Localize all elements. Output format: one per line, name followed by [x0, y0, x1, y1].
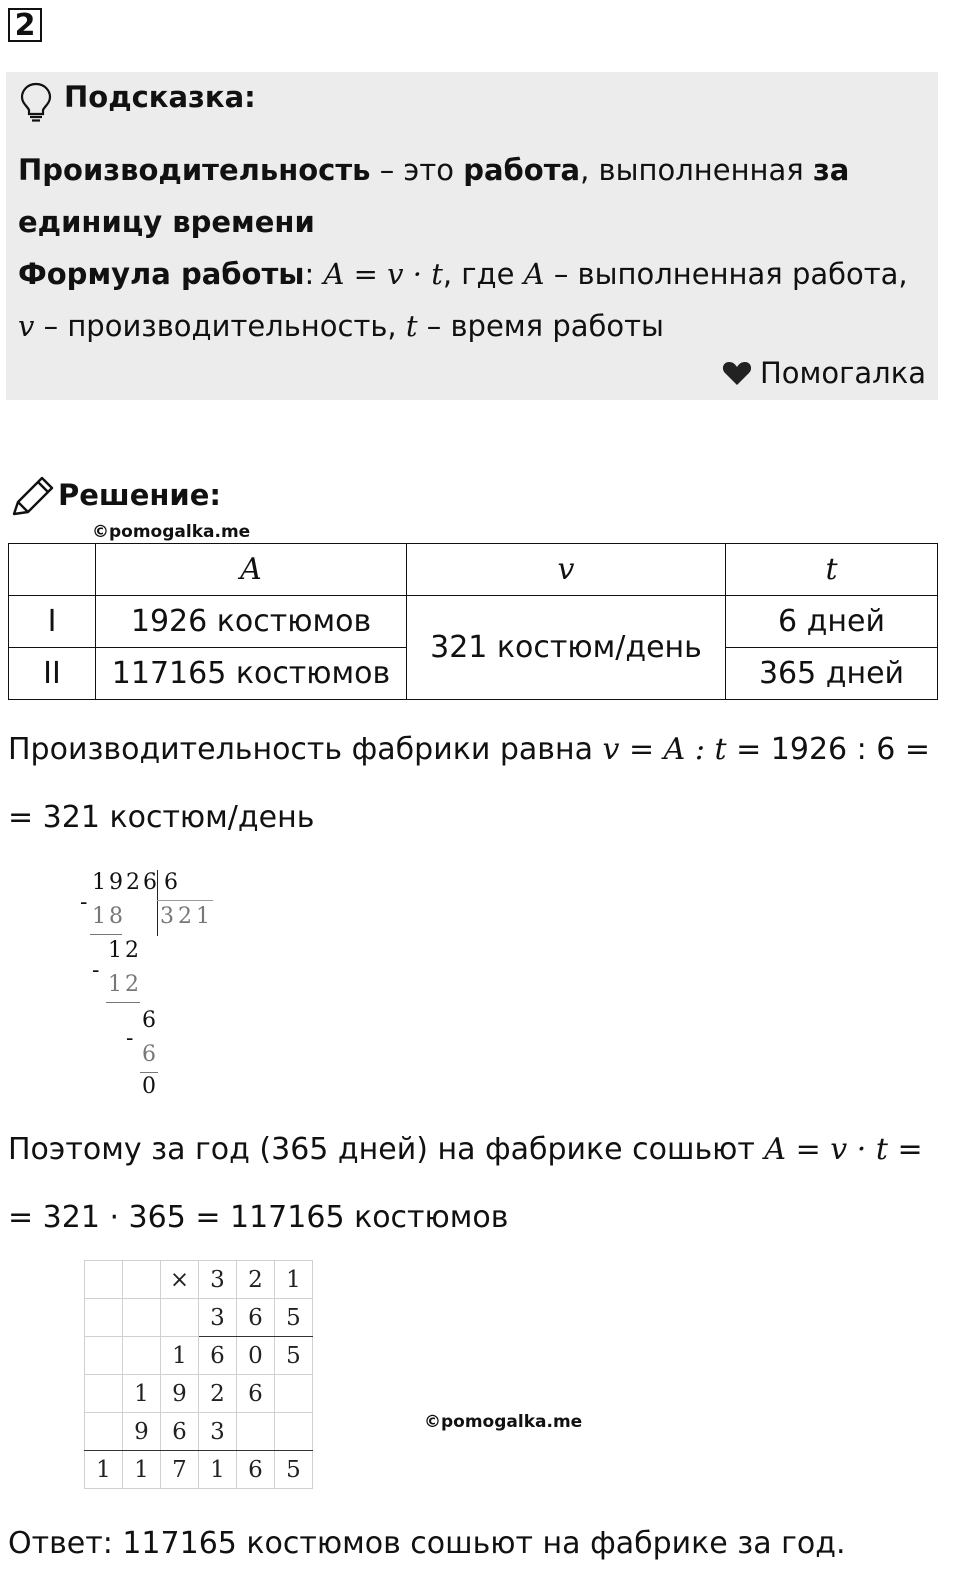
step2-line: Поэтому за год (365 дней) на фабрике сошьют A = v · t = [8, 1132, 923, 1167]
mult-row: 9 6 3 [85, 1413, 313, 1451]
table-header-row [9, 544, 938, 596]
step1-result: = 321 костюм/день [8, 800, 315, 835]
task-number: 2 [8, 8, 42, 42]
pencil-icon [10, 476, 54, 522]
mult-row: 1 6 0 5 [85, 1337, 313, 1375]
term-productivity: Производительность [18, 153, 371, 187]
hint-line-1: Производительность – это работа, выполненная за [18, 153, 850, 187]
dividend: 1926 [92, 870, 160, 895]
watermark-2: ©pomogalka.me [424, 1412, 583, 1432]
mult-row: 1 9 2 6 [85, 1375, 313, 1413]
division-hline [157, 900, 213, 901]
step1-line: Производительность фабрики равна v = A : t = 1926 : 6 = [8, 732, 931, 767]
header-t: t [726, 544, 938, 596]
lightbulb-icon [20, 82, 52, 126]
work-formula: A = v · t [323, 257, 443, 291]
division-vline [157, 870, 158, 936]
hint-title: Подсказка: [64, 80, 256, 114]
brand-label: Помогалка [722, 356, 926, 390]
watermark: ©pomogalka.me [92, 522, 251, 542]
divisor: 6 [164, 870, 178, 895]
data-table [8, 543, 938, 700]
table-row: I 1926 костюмов 321 костюм/день 6 дней [9, 596, 938, 648]
mult-row: × 3 2 1 [85, 1261, 313, 1299]
quotient: 321 [160, 904, 214, 929]
answer-line: Ответ: 117165 костюмов сошьют на фабрике за год. [8, 1526, 846, 1561]
solution-title: Решение: [58, 478, 222, 512]
hint-line-2: единицу времени [18, 205, 315, 239]
multiplication-grid [84, 1260, 313, 1489]
header-v: v [407, 544, 726, 596]
hint-line-3: Формула работы: A = v · t, где A – выполненная работа, [18, 257, 908, 291]
header-a: A [96, 544, 407, 596]
merged-v-cell: 321 костюм/день [407, 596, 726, 700]
table-row: II 117165 костюмов 365 дней [9, 648, 938, 700]
heart-icon [722, 360, 752, 386]
long-division: 1926 6 321 - 18 12 - 12 6 - 6 0 [80, 870, 214, 1099]
hint-box [6, 72, 938, 400]
term-work: работа [463, 153, 581, 187]
hint-line-4: v – производительность, t – время работы [18, 309, 664, 343]
mult-row: 3 6 5 [85, 1299, 313, 1337]
mult-row: 1 1 7 1 6 5 [85, 1451, 313, 1489]
step2-result: = 321 · 365 = 117165 костюмов [8, 1200, 509, 1235]
